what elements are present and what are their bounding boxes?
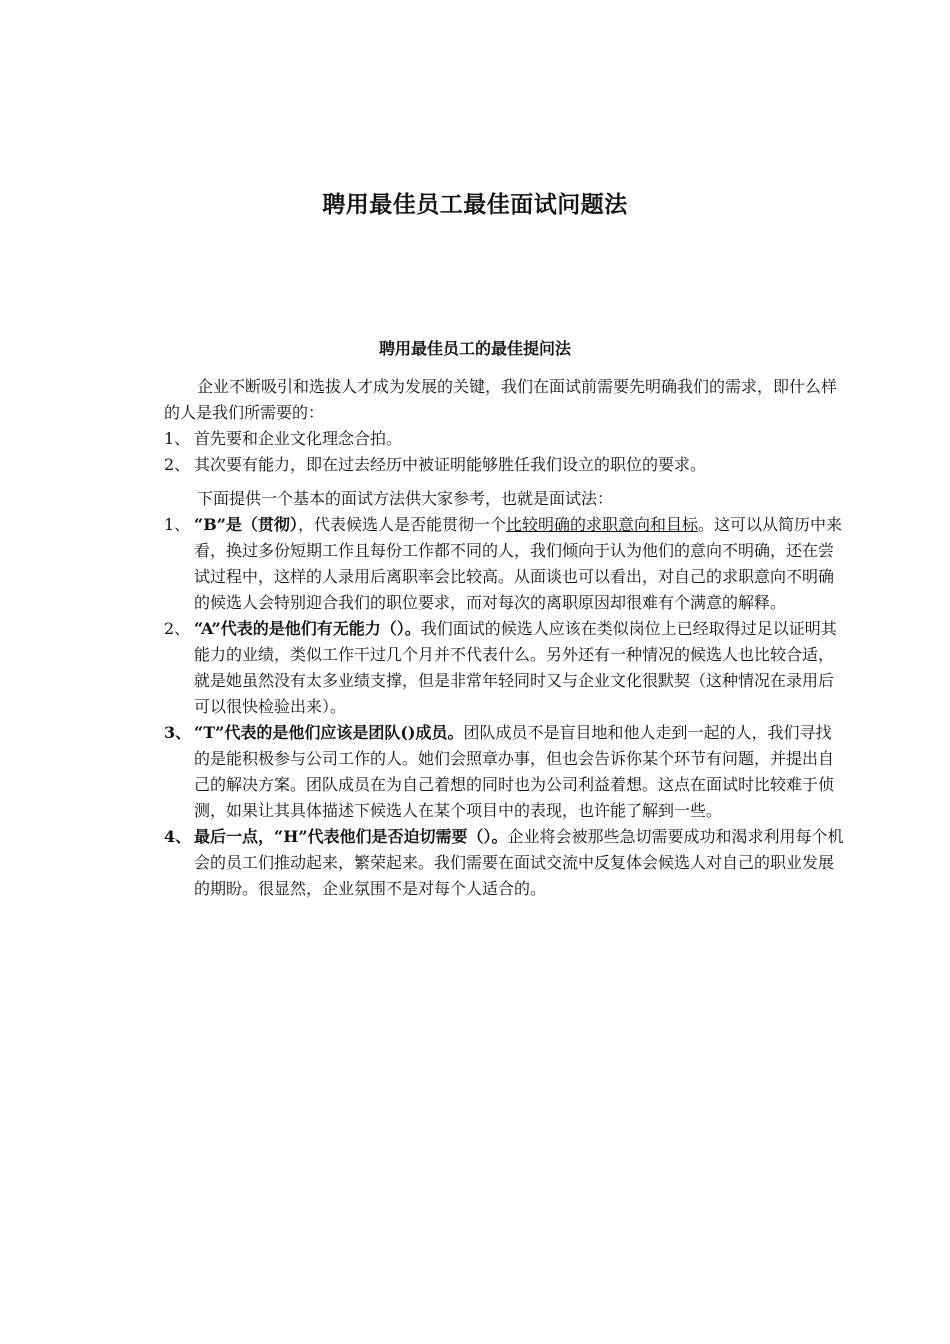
- method-item-text: 我们面试的候选人应该在类似岗位上已经取得过足以证明其能力的业绩，类似工作干过几个月并不代表什么。另外还有一种情况的候选人也比较合适，就是她虽然没有太多业绩支撑，但是非常年轻同时又与企业文化很默契（这种情况在录用后可以很快检验出来）。: [194, 619, 837, 716]
- method-item-body: [194, 720, 844, 824]
- method-item-number: 1、: [164, 515, 191, 534]
- method-item-a: [164, 616, 844, 720]
- method-item-number: 4、: [164, 827, 192, 846]
- document-body: [164, 374, 844, 902]
- method-item-text: ，代表候选人是否能贯彻一个: [297, 515, 506, 534]
- intro-paragraph: 企业不断吸引和选拔人才成为发展的关键，我们在面试前需要先明确我们的需求，即什么样的人是我们所需要的：: [164, 377, 838, 422]
- method-item-lead: “B”是（贯彻）: [194, 515, 298, 534]
- method-item-text: 团队成员不是盲目地和他人走到一起的人，我们寻找的是能积极参与公司工作的人。她们会照章办事，但也会告诉你某个环节有问题，并提出自己的解决方案。团队成员在为自己着想的同时也为公司利益着想。这点在面试时比较难于侦测，如果让其具体描述下候选人在某个项目中的表现，也许能了解到一些。: [194, 723, 835, 820]
- method-item-text: 。这可以从简历中来看，换过多份短期工作且每份工作都不同的人，我们倾向于认为他们的意向不明确，还在尝试过程中，这样的人录用后离职率会比较高。从面谈也可以看出，对自己的求职意向不明确的候选人会特别迎合我们的职位要求，而对每次的离职原因却很难有个满意的解释。: [194, 515, 842, 612]
- requirement-text: 其次要有能力，即在过去经历中被证明能够胜任我们设立的职位的要求。: [194, 455, 707, 474]
- method-item-body: [194, 824, 844, 902]
- requirement-number: 1、: [164, 429, 191, 448]
- method-intro-paragraph: 下面提供一个基本的面试方法供大家参考，也就是面试法：: [197, 489, 614, 508]
- method-item-body: [194, 616, 844, 720]
- requirement-number: 2、: [164, 455, 191, 474]
- method-item-lead: “T”代表的是他们应该是团队()成员。: [194, 723, 464, 742]
- method-item-text: 企业将会被那些急切需要成功和渴求利用每个机会的员工们推动起来，繁荣起来。我们需要在面试交流中反复体会候选人对自己的职业发展的期盼。很显然，企业氛围不是对每个人适合的。: [194, 827, 844, 898]
- method-item-number: 3、: [164, 723, 192, 742]
- method-item-lead: 最后一点，“H”代表他们是否迫切需要（）。: [194, 827, 508, 846]
- method-item-number: 2、: [164, 619, 191, 638]
- method-item-b: [164, 512, 844, 616]
- section-title: 聘用最佳员工的最佳提问法: [378, 339, 571, 358]
- requirement-text: 首先要和企业文化理念合拍。: [194, 429, 403, 448]
- method-item-body: [194, 512, 844, 616]
- method-item-h: [164, 824, 844, 902]
- underlined-phrase: 比较明确的求职意向和目标: [505, 515, 698, 534]
- requirement-item: [164, 452, 844, 478]
- method-item-lead: “A”代表的是他们有无能力（）。: [194, 619, 421, 638]
- requirement-item: [164, 426, 844, 452]
- method-item-t: [164, 720, 844, 824]
- document-title: 聘用最佳员工最佳面试问题法: [322, 192, 628, 218]
